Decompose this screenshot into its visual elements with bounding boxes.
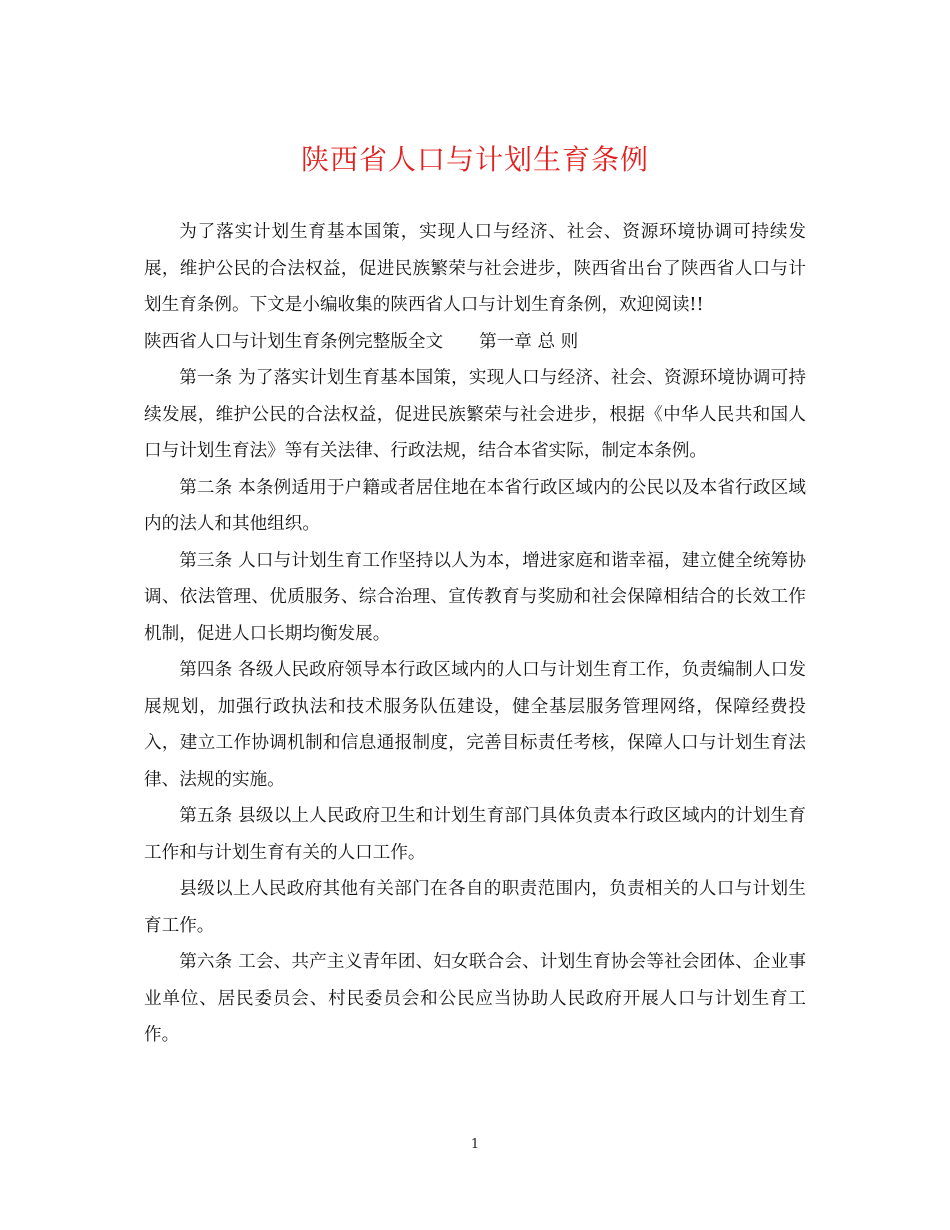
intro-paragraph: 为了落实计划生育基本国策，实现人口与经济、社会、资源环境协调可持续发展，维护公民的合法权益，促进民族繁荣与社会进步，陕西省出台了陕西省人口与计划生育条例。下文是小编收集的陕西省人口与计划生育条例，欢迎阅读!! [144, 222, 806, 315]
fulltext-heading-line [144, 324, 806, 361]
chapter-heading: 第一章 总 则 [479, 331, 579, 352]
article-2: 第二条 本条例适用于户籍或者居住地在本省行政区域内的公民以及本省行政区域内的法人和其他组织。 [144, 477, 806, 534]
document-body [144, 214, 806, 1054]
article-3: 第三条 人口与计划生育工作坚持以人为本，增进家庭和谐幸福，建立健全统筹协调、依法管理、优质服务、综合治理、宣传教育与奖励和社会保障相结合的长效工作机制，促进人口长期均衡发展。 [144, 550, 806, 644]
article-5: 第五条 县级以上人民政府卫生和计划生育部门具体负责本行政区域内的计划生育工作和与计划生育有关的人口工作。 [144, 806, 806, 863]
article-1: 第一条 为了落实计划生育基本国策，实现人口与经济、社会、资源环境协调可持续发展，维护公民的合法权益，促进民族繁荣与社会进步，根据《中华人民共和国人口与计划生育法》等有关法律、行政法规，结合本省实际，制定本条例。 [144, 368, 806, 461]
document-title: 陕西省人口与计划生育条例 [300, 143, 649, 176]
fulltext-heading: 陕西省人口与计划生育条例完整版全文 [144, 331, 444, 352]
article-5-clause-2: 县级以上人民政府其他有关部门在各自的职责范围内，负责相关的人口与计划生育工作。 [144, 879, 806, 936]
page-number: 1 [470, 1137, 480, 1152]
article-4: 第四条 各级人民政府领导本行政区域内的人口与计划生育工作，负责编制人口发展规划，加强行政执法和技术服务队伍建设，健全基层服务管理网络，保障经费投入，建立工作协调机制和信息通报制度，完善目标责任考核，保障人口与计划生育法律、法规的实施。 [144, 660, 806, 790]
article-6: 第六条 工会、共产主义青年团、妇女联合会、计划生育协会等社会团体、企业事业单位、居民委员会、村民委员会和公民应当协助人民政府开展人口与计划生育工作。 [144, 952, 806, 1045]
